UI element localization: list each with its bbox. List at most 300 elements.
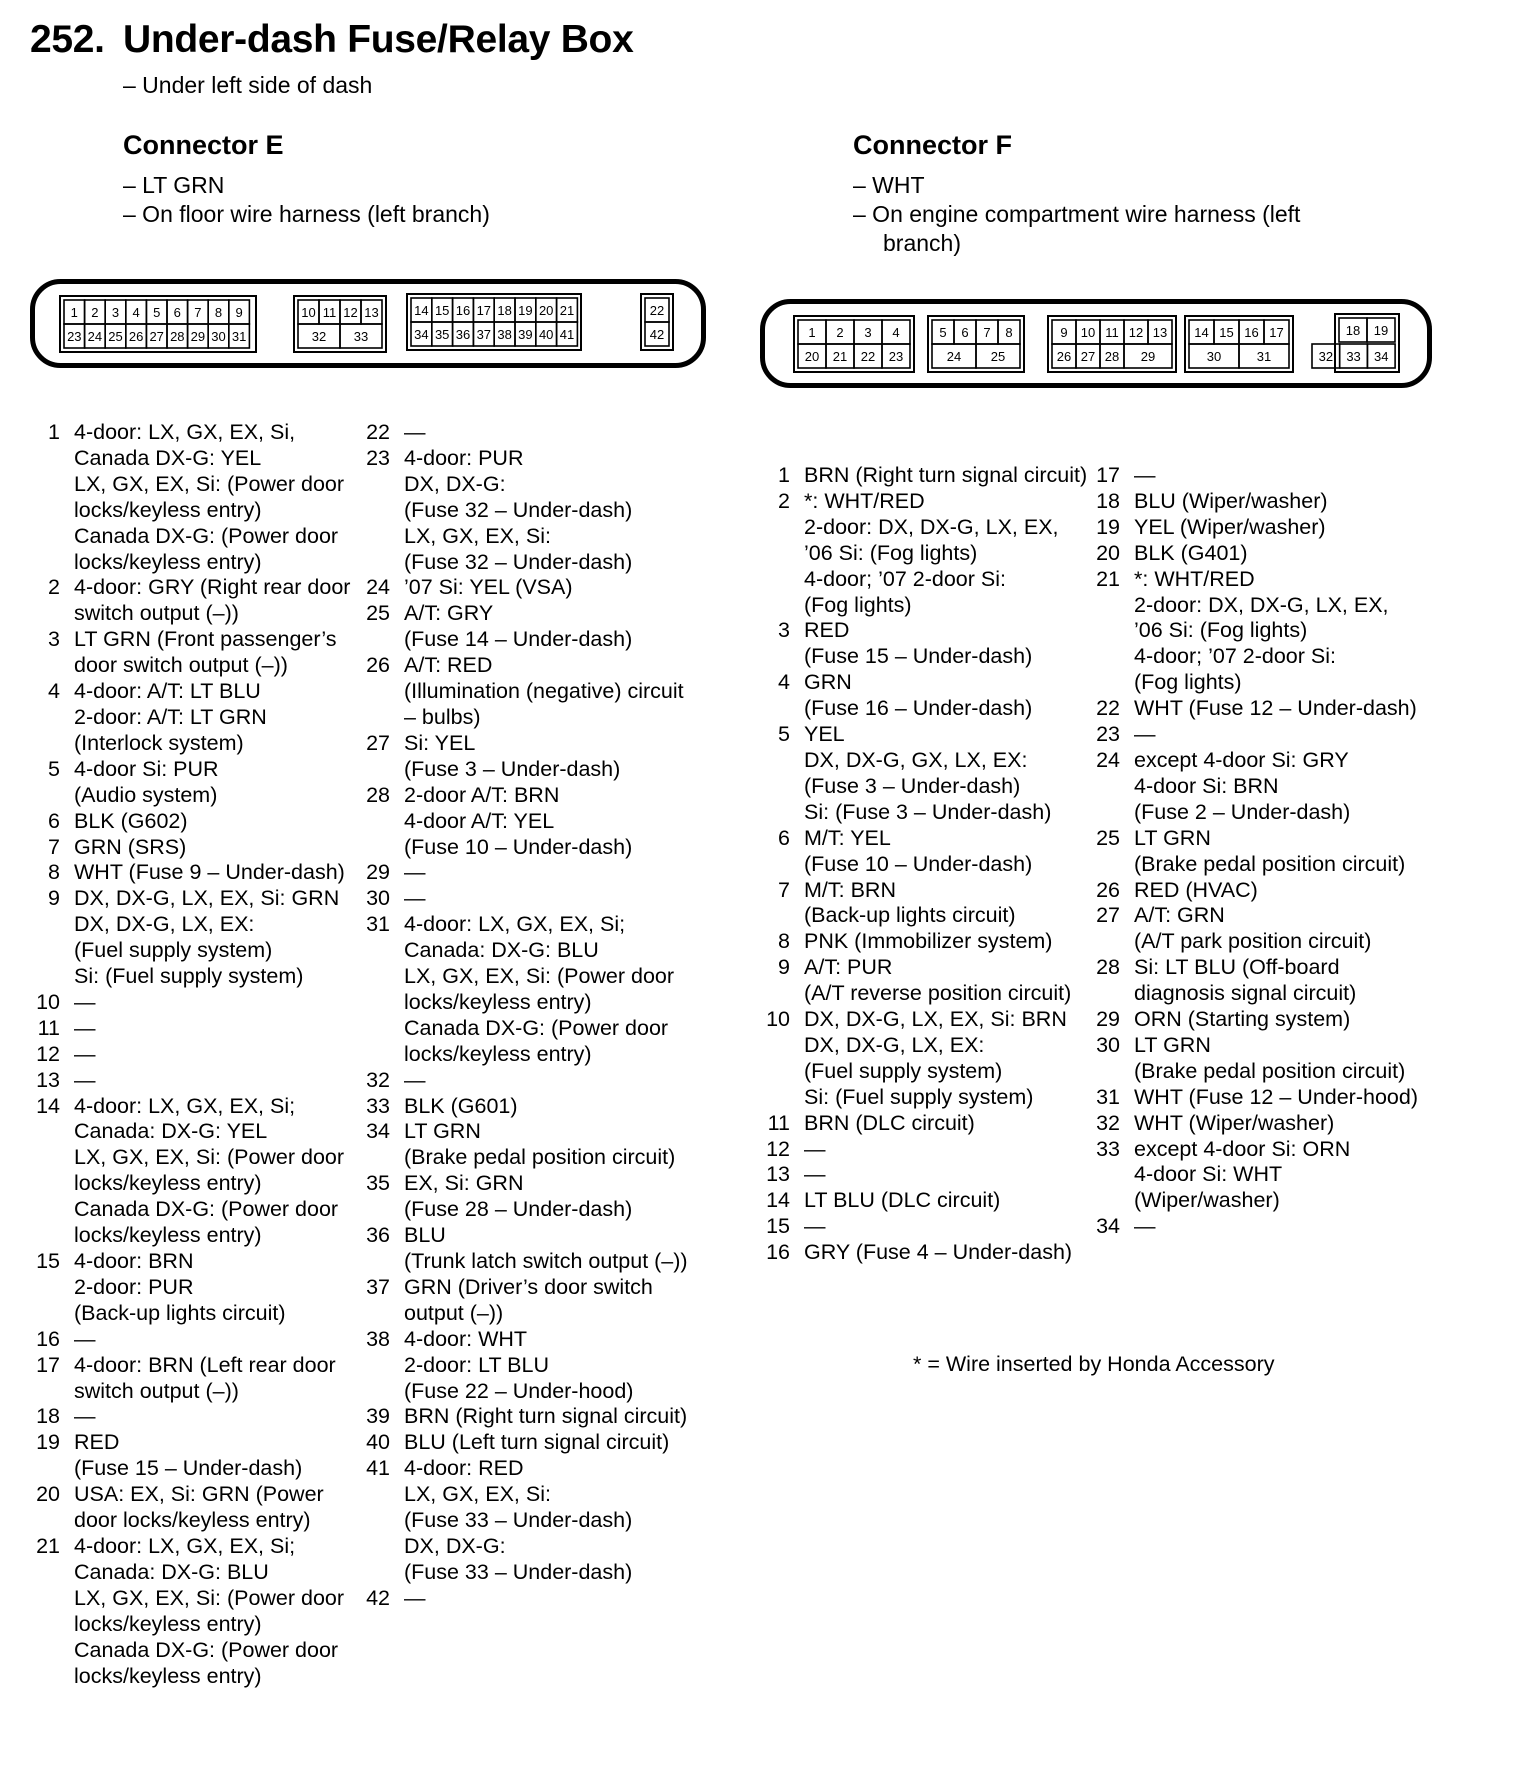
pin-number: 35 [366, 1171, 390, 1196]
pin-description-line: (Trunk latch switch output (–)) [404, 1249, 688, 1273]
pin-entry [760, 1214, 1100, 1240]
pin-cavity-number: 28 [1104, 349, 1120, 364]
pin-entry [30, 1094, 370, 1249]
pin-number: 4 [48, 679, 60, 704]
pin-number: 18 [1096, 488, 1120, 513]
pin-cavity-number: 5 [153, 305, 161, 320]
pin-entry [1090, 1007, 1430, 1033]
pin-number: 6 [48, 808, 60, 833]
pin-description-line: BRN (Right turn signal circuit) [804, 463, 1088, 487]
pin-cavity-number: 2 [91, 305, 99, 320]
pin-description-line: 2-door A/T: BRN [404, 782, 560, 807]
pin-cavity-number: 17 [476, 303, 492, 318]
pin-entry [30, 1042, 370, 1068]
pin-cavity-number: 30 [211, 329, 226, 344]
pin-number: 32 [366, 1067, 390, 1092]
pin-number: 21 [1096, 566, 1120, 591]
pin-cavity-number: 33 [353, 329, 369, 344]
pin-description-line: 4-door: WHT [404, 1326, 528, 1351]
pin-description-line: diagnosis signal circuit) [1134, 981, 1357, 1006]
pin-number: 34 [1096, 1214, 1120, 1239]
pin-description-line: GRY (Fuse 4 – Under-dash) [804, 1240, 1073, 1265]
pin-description-line: (Brake pedal position circuit) [404, 1145, 676, 1170]
pin-cavity-number: 38 [497, 327, 512, 342]
pin-entry [360, 1094, 700, 1120]
pin-description-line: except 4-door Si: ORN [1134, 1136, 1351, 1161]
box-location: – Under left side of dash [123, 72, 373, 98]
pin-entry [30, 679, 370, 757]
pin-description-line: locks/keyless entry) [404, 989, 592, 1014]
pin-entry [1090, 489, 1430, 515]
pin-description-line: output (–)) [404, 1300, 504, 1325]
pin-description-line: LX, GX, EX, Si: (Power door [404, 964, 675, 989]
pin-description-line: A/T: GRY [404, 601, 494, 626]
pin-description-line: — [74, 1404, 96, 1429]
connector-f-svg [760, 298, 1432, 390]
pin-entry [30, 1016, 370, 1042]
pin-number: 41 [366, 1456, 390, 1481]
pin-cavity-number: 10 [301, 305, 316, 320]
pin-number: 24 [366, 575, 390, 600]
pin-cavity-number: 31 [231, 329, 247, 344]
pin-description-line: locks/keyless entry) [74, 549, 262, 574]
pin-cavity-number: 25 [990, 349, 1006, 364]
pin-description-line: RED [74, 1430, 120, 1455]
pin-number: 27 [1096, 903, 1120, 928]
pin-description-line: USA: EX, Si: GRN (Power [74, 1482, 324, 1507]
pin-description-line: (Fuse 10 – Under-dash) [404, 834, 633, 859]
pin-entry [360, 886, 700, 912]
pin-description-line: (Fuse 33 – Under-dash) [404, 1508, 633, 1533]
pin-description-line: BLK (G602) [74, 808, 188, 833]
pin-entry [1090, 1085, 1430, 1111]
pin-description-line: A/T: GRN [1134, 903, 1225, 928]
pin-number: 2 [48, 575, 60, 600]
pin-number: 6 [778, 825, 790, 850]
pin-cavity-number: 33 [1346, 349, 1361, 364]
pin-entry [30, 835, 370, 861]
pin-number: 22 [366, 420, 390, 444]
pin-number: 17 [1096, 463, 1120, 487]
pin-description-line: Si: (Fuel supply system) [74, 964, 304, 989]
pin-description-line: WHT (Fuse 9 – Under-dash) [74, 860, 345, 885]
pin-cavity-number: 17 [1269, 325, 1284, 340]
pin-cavity-number: 41 [559, 327, 575, 342]
pin-cavity-number: 15 [434, 303, 450, 318]
pin-cavity-number: 11 [1105, 325, 1119, 340]
connector-e-harness: – On floor wire harness (left branch) [123, 201, 490, 227]
pin-number: 16 [36, 1326, 60, 1351]
pin-description-line: — [74, 1326, 96, 1351]
pin-description-line: WHT (Fuse 12 – Under-dash) [1134, 696, 1417, 721]
pin-description-line: LX, GX, EX, Si: (Power door [74, 1145, 345, 1170]
pin-entry [760, 1137, 1100, 1163]
pin-entry [30, 1482, 370, 1534]
pin-entry [30, 1430, 370, 1482]
pin-description-line: Canada DX-G: (Power door [74, 1637, 339, 1662]
pin-number: 4 [778, 670, 790, 695]
pin-entry [760, 1162, 1100, 1188]
pin-description-line: — [1134, 722, 1156, 747]
pin-cavity-number: 13 [364, 305, 379, 320]
pin-number: 29 [366, 860, 390, 885]
pin-cavity-number: 25 [108, 329, 123, 344]
pin-description-line: LT BLU (DLC circuit) [804, 1188, 1001, 1213]
pin-entry [760, 1007, 1100, 1111]
pin-cavity-number: 22 [649, 303, 665, 318]
pin-entry [760, 826, 1100, 878]
pin-cavity-number: 35 [434, 327, 450, 342]
pin-description-line: RED (HVAC) [1134, 877, 1258, 902]
pin-number: 22 [1096, 696, 1120, 721]
pin-description-line: LX, GX, EX, Si: (Power door [74, 1585, 345, 1610]
pin-entry [360, 1223, 700, 1275]
pin-number: 31 [1096, 1084, 1120, 1109]
connector-f-pins-1-16 [760, 463, 1100, 1266]
pin-description-line: (Interlock system) [74, 730, 244, 755]
pin-number: 42 [366, 1585, 390, 1610]
pin-description-line: DX, DX-G: [404, 1533, 506, 1558]
pin-cavity-number: 3 [864, 325, 872, 340]
pin-description-line: (Fuse 22 – Under-hood) [404, 1378, 634, 1403]
pin-description-line: A/T: PUR [804, 955, 893, 980]
pin-number: 21 [36, 1533, 60, 1558]
pin-description-line: Canada DX-G: (Power door [74, 1197, 339, 1222]
connector-f-diagram [760, 298, 1432, 390]
pin-description-line: 2-door: LT BLU [404, 1352, 549, 1377]
pin-description-line: YEL [804, 722, 845, 747]
pin-entry [1090, 903, 1430, 955]
pin-description-line: — [1134, 1214, 1156, 1239]
pin-entry [1090, 567, 1430, 697]
pin-entry [360, 1119, 700, 1171]
pin-entry [360, 1327, 700, 1405]
pin-description-line: 4-door: LX, GX, EX, Si; [74, 1093, 296, 1118]
pin-description-line: EX, Si: GRN [404, 1171, 524, 1196]
pin-entry [30, 1068, 370, 1094]
pin-number: 26 [1096, 877, 1120, 902]
pin-description-line: (Fuse 32 – Under-dash) [404, 549, 633, 574]
pin-description-line: — [404, 860, 426, 885]
pin-entry [1090, 515, 1430, 541]
pin-description-line: (A/T reverse position circuit) [804, 981, 1072, 1006]
pin-description-line: ORN (Starting system) [1134, 1007, 1351, 1032]
pin-entry [1090, 1214, 1430, 1240]
pin-entry [30, 1534, 370, 1689]
pin-entry [1090, 722, 1430, 748]
pin-number: 24 [1096, 747, 1120, 772]
pin-description-line: M/T: BRN [804, 877, 896, 902]
pin-description-line: LX, GX, EX, Si: (Power door [74, 471, 345, 496]
pin-description-line: A/T: RED [404, 653, 493, 678]
connector-e-diagram [30, 278, 706, 370]
pin-entry [760, 929, 1100, 955]
pin-description-line: door switch output (–)) [74, 653, 288, 678]
pin-description-line: switch output (–)) [74, 601, 239, 626]
pin-cavity-number: 29 [190, 329, 206, 344]
pin-description-line: 4-door: LX, GX, EX, Si, [74, 420, 296, 444]
pin-number: 7 [778, 877, 790, 902]
pin-cavity-number: 1 [70, 305, 78, 320]
pin-cavity-number: 40 [538, 327, 554, 342]
pin-description-line: Si: LT BLU (Off-board [1134, 955, 1340, 980]
pin-description-line: LX, GX, EX, Si: [404, 1482, 551, 1507]
pin-number: 12 [766, 1136, 790, 1161]
pin-description-line: 2-door: PUR [74, 1274, 194, 1299]
pin-description-line: (Fuse 2 – Under-dash) [1134, 799, 1351, 824]
pin-description-line: *: WHT/RED [1134, 566, 1255, 591]
pin-number: 5 [48, 756, 60, 781]
pin-entry [360, 575, 700, 601]
pin-cavity-number: 37 [476, 327, 492, 342]
pin-description-line: BLU (Left turn signal circuit) [404, 1430, 670, 1455]
pin-cavity-number: 27 [1080, 349, 1096, 364]
pin-cavity-number: 18 [497, 303, 512, 318]
pin-entry [360, 1068, 700, 1094]
pin-description-line: GRN (SRS) [74, 834, 187, 859]
pin-description-line: (Wiper/washer) [1134, 1188, 1280, 1213]
connector-f-harness: – On engine compartment wire harness (left branch) [853, 201, 1301, 256]
pin-description-line: (Brake pedal position circuit) [1134, 1058, 1406, 1083]
pin-number: 26 [366, 653, 390, 678]
pin-entry [360, 783, 700, 861]
pin-cavity-number: 24 [87, 329, 103, 344]
pin-number: 13 [766, 1162, 790, 1187]
pin-cavity-number: 9 [1060, 325, 1068, 340]
pin-cavity-number: 34 [1374, 349, 1389, 364]
pin-description-line: (A/T park position circuit) [1134, 929, 1372, 954]
pin-entry [30, 886, 370, 990]
pin-number: 2 [778, 488, 790, 513]
pin-description-line: BRN (Right turn signal circuit) [404, 1404, 688, 1429]
pin-number: 23 [1096, 722, 1120, 747]
pin-description-line: except 4-door Si: GRY [1134, 747, 1349, 772]
pin-description-line: — [74, 1067, 96, 1092]
pin-entry [360, 860, 700, 886]
pin-description-line: (Fuel supply system) [74, 938, 273, 963]
connector-e-name: Connector E [123, 130, 284, 160]
pin-description-line: (Back-up lights circuit) [804, 903, 1016, 928]
pin-entry [30, 1249, 370, 1327]
pin-number: 19 [36, 1430, 60, 1455]
pin-description-line: (Fog lights) [804, 592, 912, 617]
pin-cavity-number: 2 [836, 325, 844, 340]
pin-cavity-number: 26 [1056, 349, 1072, 364]
pin-entry [1090, 878, 1430, 904]
pin-cavity-number: 11 [322, 305, 337, 320]
pin-cavity-number: 16 [1244, 325, 1259, 340]
pin-description-line: 4-door: A/T: LT BLU [74, 679, 261, 704]
pin-description-line: — [404, 420, 426, 444]
pin-cavity-number: 19 [518, 303, 533, 318]
pin-description-line: 2-door: A/T: LT GRN [74, 704, 267, 729]
pin-number: 11 [37, 1015, 60, 1040]
pin-description-line: DX, DX-G, LX, EX, Si: BRN [804, 1007, 1067, 1032]
pin-description-line: WHT (Wiper/washer) [1134, 1110, 1335, 1135]
pin-description-line: — [1134, 463, 1156, 487]
pin-description-line: Canada: DX-G: YEL [74, 1119, 268, 1144]
pin-description-line: YEL (Wiper/washer) [1134, 514, 1326, 539]
pin-description-line: LT GRN [404, 1119, 481, 1144]
pin-description-line: 4-door: RED [404, 1456, 524, 1481]
pin-description-line: (Brake pedal position circuit) [1134, 851, 1406, 876]
pin-number: 18 [36, 1404, 60, 1429]
pin-cavity-number: 31 [1256, 349, 1272, 364]
pin-cavity-number: 42 [649, 327, 665, 342]
pin-description-line: DX, DX-G, LX, EX, Si: GRN [74, 886, 340, 911]
pin-number: 32 [1096, 1110, 1120, 1135]
pin-description-line: switch output (–)) [74, 1378, 239, 1403]
pin-number: 19 [1096, 514, 1120, 539]
pin-number: 28 [1096, 955, 1120, 980]
pin-entry [30, 809, 370, 835]
pin-number: 34 [366, 1119, 390, 1144]
pin-number: 39 [366, 1404, 390, 1429]
pin-cavity-number: 3 [111, 305, 120, 320]
pin-entry [30, 990, 370, 1016]
connector-f-name: Connector F [853, 130, 1012, 160]
pin-description-line: 4-door: LX, GX, EX, Si; [74, 1533, 296, 1558]
pin-entry [1090, 696, 1430, 722]
pin-entry [30, 1404, 370, 1430]
pin-description-line: Canada: DX-G: BLU [404, 938, 599, 963]
pin-description-line: (Back-up lights circuit) [74, 1300, 286, 1325]
pin-description-line: Canada DX-G: YEL [74, 445, 262, 470]
pin-description-line: ’07 Si: YEL (VSA) [404, 575, 573, 600]
pin-entry [760, 1240, 1100, 1266]
pin-description-line: door locks/keyless entry) [74, 1508, 311, 1533]
pin-entry [360, 912, 700, 1067]
pin-cavity-number: 32 [311, 329, 327, 344]
pin-description-line: (Fog lights) [1134, 670, 1242, 695]
pin-description-line: — [804, 1136, 826, 1161]
pin-cavity-number: 20 [538, 303, 554, 318]
pin-number: 10 [766, 1007, 790, 1032]
pin-entry [760, 463, 1100, 489]
pin-description-line: PNK (Immobilizer system) [804, 929, 1053, 954]
pin-description-line: 2-door: DX, DX-G, LX, EX, [804, 514, 1059, 539]
pin-entry [360, 1586, 700, 1612]
pin-cavity-number: 6 [961, 325, 969, 340]
pin-number: 8 [48, 860, 60, 885]
connector-e-color: – LT GRN [123, 172, 225, 198]
pin-cavity-number: 32 [1318, 349, 1334, 364]
pin-number: 15 [766, 1214, 790, 1239]
connector-f-color: – WHT [853, 172, 925, 198]
pin-description-line: 4-door: BRN (Left rear door [74, 1352, 336, 1377]
pin-cavity-number: 15 [1219, 325, 1234, 340]
pin-description-line: (Fuse 33 – Under-dash) [404, 1559, 633, 1584]
pin-cavity-number: 27 [149, 329, 164, 344]
pin-number: 36 [366, 1223, 390, 1248]
pin-description-line: — [404, 886, 426, 911]
pin-description-line: locks/keyless entry) [74, 1611, 262, 1636]
pin-description-line: locks/keyless entry) [404, 1041, 592, 1066]
pin-entry [760, 670, 1100, 722]
pin-number: 27 [366, 730, 390, 755]
pin-entry [360, 1171, 700, 1223]
pin-number: 23 [366, 445, 390, 470]
pin-number: 12 [36, 1041, 60, 1066]
pin-cavity-number: 9 [235, 305, 243, 320]
pin-number: 13 [36, 1067, 60, 1092]
pin-number: 10 [36, 989, 60, 1014]
pin-number: 3 [778, 618, 790, 643]
pin-number: 1 [778, 463, 790, 487]
pin-description-line: M/T: YEL [804, 825, 891, 850]
pin-description-line: locks/keyless entry) [74, 1663, 262, 1688]
pin-entry [760, 489, 1100, 619]
pin-description-line: LX, GX, EX, Si: [404, 523, 551, 548]
pin-entry [30, 575, 370, 627]
pin-entry [760, 618, 1100, 670]
pin-description-line: (Fuse 28 – Under-dash) [404, 1197, 633, 1222]
pin-entry [360, 1275, 700, 1327]
pin-entry [30, 420, 370, 575]
pin-cavity-number: 6 [173, 305, 181, 320]
pin-description-line: 4-door; ’07 2-door Si: [1134, 644, 1336, 669]
pin-description-line: Si: YEL [404, 730, 476, 755]
pin-number: 25 [366, 601, 390, 626]
pin-description-line: (Fuse 3 – Under-dash) [804, 773, 1021, 798]
pin-entry [1090, 748, 1430, 826]
pin-cavity-number: 20 [804, 349, 820, 364]
pin-entry [1090, 826, 1430, 878]
pin-description-line: (Fuse 15 – Under-dash) [804, 644, 1033, 669]
pin-number: 7 [48, 834, 60, 859]
pin-description-line: (Audio system) [74, 782, 218, 807]
pin-description-line: 4-door: PUR [404, 445, 524, 470]
pin-entry [1090, 1111, 1430, 1137]
pin-description-line: ’06 Si: (Fog lights) [804, 540, 978, 565]
pin-cavity-number: 39 [518, 327, 533, 342]
pin-number: 33 [1096, 1136, 1120, 1161]
pin-cavity-number: 21 [559, 303, 575, 318]
pin-description-line: 4-door: BRN [74, 1249, 194, 1273]
pin-entry [1090, 1033, 1430, 1085]
pin-description-line: RED [804, 618, 850, 643]
pin-cavity-number: 23 [888, 349, 904, 364]
pin-entry [760, 955, 1100, 1007]
pin-entry [760, 1111, 1100, 1137]
pin-description-line: — [74, 989, 96, 1014]
pin-cavity-number: 8 [1005, 325, 1013, 340]
pin-description-line: (Fuse 14 – Under-dash) [404, 627, 633, 652]
pin-entry [760, 722, 1100, 826]
pin-cavity-number: 16 [455, 303, 471, 318]
pin-description-line: Canada DX-G: (Power door [74, 523, 339, 548]
pin-number: 40 [366, 1430, 390, 1455]
pin-description-line: LT GRN [1134, 1032, 1211, 1057]
page-title [30, 18, 633, 62]
pin-cavity-number: 19 [1373, 323, 1389, 338]
pin-description-line: BLK (G401) [1134, 540, 1248, 565]
pin-cavity-number: 12 [343, 305, 358, 320]
pin-cavity-number: 13 [1152, 325, 1168, 340]
pin-number: 14 [766, 1188, 790, 1213]
pin-number: 38 [366, 1326, 390, 1351]
pin-number: 14 [36, 1093, 60, 1118]
pin-description-line: BLU (Wiper/washer) [1134, 488, 1328, 513]
connector-e-pins-1-21 [30, 420, 370, 1689]
pin-description-line: — [404, 1067, 426, 1092]
pin-entry [760, 1188, 1100, 1214]
pin-description-line: BRN (DLC circuit) [804, 1110, 975, 1135]
pin-cavity-number: 18 [1345, 323, 1361, 338]
section-number: 252. [30, 18, 105, 61]
pin-description-line: (Illumination (negative) circuit [404, 679, 684, 704]
pin-number: 30 [366, 886, 390, 911]
